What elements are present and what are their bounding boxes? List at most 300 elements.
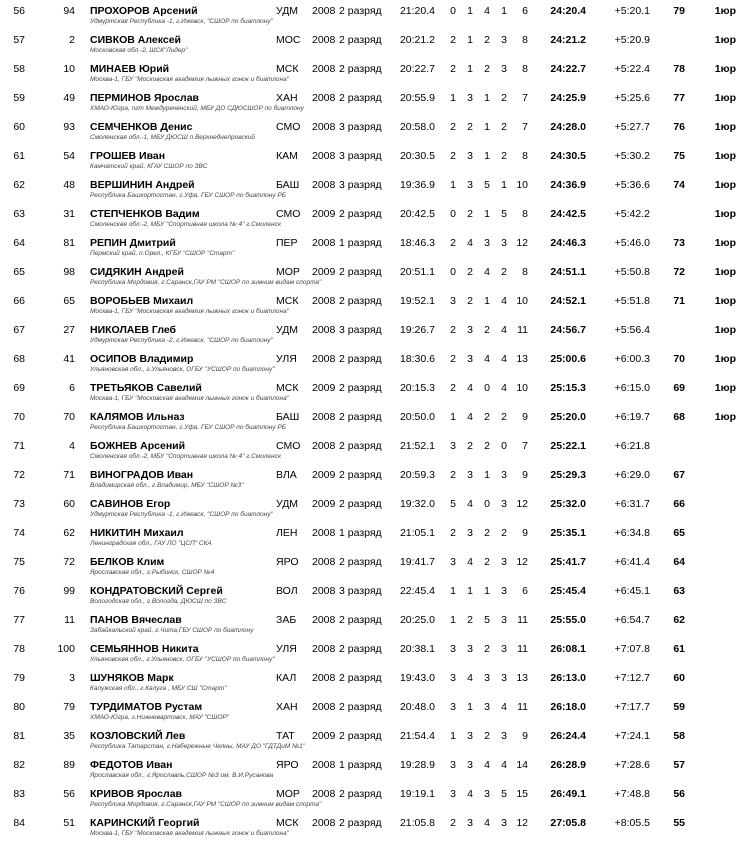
- total-time: 25:15.3: [550, 382, 586, 394]
- place-cell: 70: [13, 411, 25, 423]
- birth-year: 2009: [312, 730, 336, 742]
- birth-year: 2008: [312, 614, 336, 626]
- bib-cell: 31: [63, 208, 75, 220]
- penalty-2: 3: [467, 179, 473, 191]
- points: 55: [673, 817, 685, 829]
- penalty-1: 2: [450, 237, 456, 249]
- bib-cell: 71: [63, 469, 75, 481]
- total-time: 25:41.7: [550, 556, 586, 568]
- birth-year: 2008: [312, 5, 336, 17]
- total-time: 26:13.0: [550, 672, 586, 684]
- race-time: 19:26.7: [399, 324, 435, 336]
- place-cell: 66: [13, 295, 25, 307]
- sport-rank: 2 разряд: [339, 353, 382, 365]
- sport-rank: 2 разряд: [339, 730, 382, 742]
- region-code: СМО: [276, 121, 301, 133]
- athlete-organization: Смоленская обл.-2, МБУ "Спортивная школа № 4" г.Смоленск: [90, 221, 282, 228]
- points: 58: [673, 730, 685, 742]
- penalty-4: 4: [501, 295, 507, 307]
- race-time: 20:50.0: [399, 411, 435, 423]
- table-row: [0, 522, 750, 551]
- bib-cell: 65: [63, 295, 75, 307]
- table-row: [0, 174, 750, 203]
- penalty-1: 3: [450, 701, 456, 713]
- athlete-name: ПЕРМИНОВ Ярослав: [90, 92, 199, 104]
- penalty-2: 2: [467, 266, 473, 278]
- penalty-2: 1: [467, 34, 473, 46]
- table-row: [0, 0, 750, 29]
- race-time: 20:59.3: [399, 469, 435, 481]
- penalty-2: 4: [467, 382, 473, 394]
- penalty-4: 3: [501, 643, 507, 655]
- total-time: 25:45.4: [550, 585, 586, 597]
- points: 78: [673, 63, 685, 75]
- penalty-2: 3: [467, 150, 473, 162]
- penalty-total: 7: [522, 121, 528, 133]
- penalty-2: 3: [467, 92, 473, 104]
- athlete-name: СИВКОВ Алексей: [90, 34, 181, 46]
- athlete-name: ОСИПОВ Владимир: [90, 353, 194, 365]
- table-row: [0, 696, 750, 725]
- athlete-organization: Ярославская обл., г.Рыбинск, СШОР №4: [90, 569, 215, 576]
- penalty-3: 3: [484, 788, 490, 800]
- time-gap: +7:07.8: [614, 643, 650, 655]
- time-gap: +6:45.1: [614, 585, 650, 597]
- birth-year: 2008: [312, 759, 336, 771]
- athlete-name: БОЖНЕВ Арсений: [90, 440, 186, 452]
- athlete-organization: Республика Башкортостан, г.Уфа, ГБУ СШОР по биатлону РБ: [90, 424, 286, 431]
- race-time: 20:42.5: [399, 208, 435, 220]
- penalty-3: 2: [484, 440, 490, 452]
- table-row: [0, 377, 750, 406]
- birth-year: 2008: [312, 672, 336, 684]
- time-gap: +5:51.8: [614, 295, 650, 307]
- penalty-3: 2: [484, 527, 490, 539]
- birth-year: 2009: [312, 382, 336, 394]
- points: 61: [673, 643, 685, 655]
- category: 1юр: [714, 295, 736, 307]
- total-time: 24:42.5: [550, 208, 586, 220]
- penalty-2: 2: [467, 295, 473, 307]
- athlete-name: ВИНОГРАДОВ Иван: [90, 469, 194, 481]
- athlete-organization: Ярославская обл., г.Ярославль,СШОР №3 им. В.И.Русанова: [90, 772, 274, 779]
- penalty-4: 4: [501, 324, 507, 336]
- sport-rank: 2 разряд: [339, 817, 382, 829]
- penalty-3: 1: [484, 121, 490, 133]
- category: 1юр: [714, 5, 736, 17]
- bib-cell: 98: [63, 266, 75, 278]
- sport-rank: 1 разряд: [339, 237, 382, 249]
- points: 79: [673, 5, 685, 17]
- penalty-total: 10: [516, 295, 528, 307]
- penalty-3: 3: [484, 672, 490, 684]
- penalty-total: 8: [522, 63, 528, 75]
- race-time: 19:19.1: [399, 788, 435, 800]
- category: 1юр: [714, 121, 736, 133]
- penalty-2: 4: [467, 237, 473, 249]
- place-cell: 77: [13, 614, 25, 626]
- sport-rank: 2 разряд: [339, 34, 382, 46]
- time-gap: +6:34.8: [614, 527, 650, 539]
- place-cell: 62: [13, 179, 25, 191]
- penalty-total: 13: [516, 672, 528, 684]
- bib-cell: 99: [63, 585, 75, 597]
- penalty-1: 1: [450, 730, 456, 742]
- bib-cell: 49: [63, 92, 75, 104]
- bib-cell: 27: [63, 324, 75, 336]
- penalty-2: 4: [467, 672, 473, 684]
- penalty-2: 3: [467, 730, 473, 742]
- athlete-organization: Республика Татарстан, г.Набережные Челны, МАУ ДО "ГДТДиМ №1": [90, 743, 306, 750]
- penalty-4: 2: [501, 92, 507, 104]
- table-row: [0, 609, 750, 638]
- birth-year: 2009: [312, 498, 336, 510]
- bib-cell: 35: [63, 730, 75, 742]
- sport-rank: 2 разряд: [339, 469, 382, 481]
- time-gap: +6:41.4: [614, 556, 650, 568]
- bib-cell: 41: [63, 353, 75, 365]
- time-gap: +5:20.1: [614, 5, 650, 17]
- penalty-1: 2: [450, 324, 456, 336]
- penalty-3: 4: [484, 759, 490, 771]
- category: 1юр: [714, 324, 736, 336]
- athlete-name: КОНДРАТОВСКИЙ Сергей: [90, 585, 223, 597]
- sport-rank: 1 разряд: [339, 527, 382, 539]
- birth-year: 2008: [312, 643, 336, 655]
- place-cell: 83: [13, 788, 25, 800]
- total-time: 24:25.9: [550, 92, 586, 104]
- points: 75: [673, 150, 685, 162]
- place-cell: 65: [13, 266, 25, 278]
- sport-rank: 2 разряд: [339, 788, 382, 800]
- penalty-total: 7: [522, 440, 528, 452]
- penalty-1: 3: [450, 672, 456, 684]
- total-time: 24:36.9: [550, 179, 586, 191]
- athlete-name: НИКИТИН Михаил: [90, 527, 184, 539]
- penalty-4: 3: [501, 34, 507, 46]
- bib-cell: 56: [63, 788, 75, 800]
- penalty-4: 0: [501, 440, 507, 452]
- place-cell: 71: [13, 440, 25, 452]
- place-cell: 56: [13, 5, 25, 17]
- penalty-total: 14: [516, 759, 528, 771]
- time-gap: +5:30.2: [614, 150, 650, 162]
- athlete-organization: Удмуртская Республика -1, г.Ижевск, "СШОР по биатлону": [90, 511, 273, 518]
- penalty-2: 3: [467, 817, 473, 829]
- bib-cell: 89: [63, 759, 75, 771]
- sport-rank: 2 разряд: [339, 382, 382, 394]
- place-cell: 58: [13, 63, 25, 75]
- table-row: [0, 87, 750, 116]
- total-time: 26:08.1: [550, 643, 586, 655]
- penalty-2: 1: [467, 701, 473, 713]
- place-cell: 57: [13, 34, 25, 46]
- total-time: 25:29.3: [550, 469, 586, 481]
- birth-year: 2008: [312, 121, 336, 133]
- place-cell: 73: [13, 498, 25, 510]
- athlete-name: КОЗЛОВСКИЙ Лев: [90, 730, 186, 742]
- penalty-3: 1: [484, 585, 490, 597]
- birth-year: 2008: [312, 237, 336, 249]
- region-code: ХАН: [276, 92, 298, 104]
- race-time: 18:46.3: [399, 237, 435, 249]
- region-code: СМО: [276, 440, 301, 452]
- time-gap: +7:17.7: [614, 701, 650, 713]
- athlete-organization: Республика Мордовия, г.Саранск,ГАУ РМ "СШОР по зимним видам спорта": [90, 279, 322, 286]
- sport-rank: 2 разряд: [339, 614, 382, 626]
- race-time: 20:15.3: [399, 382, 435, 394]
- birth-year: 2008: [312, 63, 336, 75]
- race-time: 18:30.6: [399, 353, 435, 365]
- table-row: [0, 638, 750, 667]
- penalty-4: 2: [501, 266, 507, 278]
- penalty-2: 3: [467, 469, 473, 481]
- region-code: МСК: [276, 817, 299, 829]
- athlete-name: НИКОЛАЕВ Глеб: [90, 324, 177, 336]
- athlete-organization: Москва-1, ГБУ "Московская академия лыжных гонок и биатлона": [90, 308, 289, 315]
- penalty-1: 3: [450, 788, 456, 800]
- sport-rank: 2 разряд: [339, 672, 382, 684]
- penalty-4: 5: [501, 788, 507, 800]
- race-time: 20:22.7: [399, 63, 435, 75]
- table-row: [0, 406, 750, 435]
- penalty-total: 11: [517, 701, 528, 713]
- race-time: 22:45.4: [399, 585, 435, 597]
- sport-rank: 3 разряд: [339, 585, 382, 597]
- total-time: 24:21.2: [550, 34, 586, 46]
- time-gap: +8:05.5: [614, 817, 650, 829]
- race-time: 19:32.0: [399, 498, 435, 510]
- bib-cell: 94: [63, 5, 75, 17]
- penalty-1: 0: [450, 208, 456, 220]
- region-code: МСК: [276, 382, 299, 394]
- penalty-total: 8: [522, 208, 528, 220]
- athlete-organization: ХМАО-Югра, г.Нижневартовск, МАУ "СШОР": [90, 714, 230, 721]
- time-gap: +5:25.6: [614, 92, 650, 104]
- region-code: МСК: [276, 63, 299, 75]
- athlete-name: СТЕПЧЕНКОВ Вадим: [90, 208, 200, 220]
- athlete-name: СЕМЧЕНКОВ Денис: [90, 121, 193, 133]
- penalty-4: 3: [501, 585, 507, 597]
- place-cell: 79: [13, 672, 25, 684]
- time-gap: +5:27.7: [614, 121, 650, 133]
- athlete-organization: Москва-1, ГБУ "Московская академия лыжных гонок и биатлона": [90, 76, 289, 83]
- penalty-4: 3: [501, 469, 507, 481]
- points: 67: [673, 469, 685, 481]
- race-time: 19:41.7: [399, 556, 435, 568]
- birth-year: 2008: [312, 353, 336, 365]
- table-row: [0, 464, 750, 493]
- penalty-total: 9: [522, 411, 528, 423]
- race-time: 21:05.1: [399, 527, 435, 539]
- penalty-4: 2: [501, 411, 507, 423]
- athlete-organization: Вологодская обл., г.Вологда, ДЮСШ по ЗВС: [90, 598, 227, 605]
- penalty-1: 0: [450, 266, 456, 278]
- penalty-3: 2: [484, 411, 490, 423]
- place-cell: 68: [13, 353, 25, 365]
- penalty-1: 1: [450, 179, 456, 191]
- sport-rank: 2 разряд: [339, 208, 382, 220]
- sport-rank: 2 разряд: [339, 63, 382, 75]
- table-row: [0, 783, 750, 812]
- penalty-total: 12: [516, 498, 528, 510]
- time-gap: +6:19.7: [614, 411, 650, 423]
- place-cell: 64: [13, 237, 25, 249]
- table-row: [0, 29, 750, 58]
- sport-rank: 3 разряд: [339, 150, 382, 162]
- region-code: УДМ: [276, 498, 299, 510]
- bib-cell: 79: [63, 701, 75, 713]
- table-row: [0, 725, 750, 754]
- total-time: 24:46.3: [550, 237, 586, 249]
- table-row: [0, 754, 750, 783]
- penalty-total: 12: [516, 817, 528, 829]
- birth-year: 2008: [312, 527, 336, 539]
- points: 62: [673, 614, 685, 626]
- penalty-4: 5: [501, 208, 507, 220]
- table-row: [0, 812, 750, 841]
- region-code: ХАН: [276, 701, 298, 713]
- points: 73: [673, 237, 685, 249]
- penalty-2: 2: [467, 614, 473, 626]
- penalty-2: 4: [467, 498, 473, 510]
- table-row: [0, 580, 750, 609]
- bib-cell: 100: [57, 643, 75, 655]
- time-gap: +6:31.7: [614, 498, 650, 510]
- penalty-3: 4: [484, 817, 490, 829]
- place-cell: 78: [13, 643, 25, 655]
- penalty-4: 3: [501, 730, 507, 742]
- birth-year: 2008: [312, 701, 336, 713]
- penalty-2: 3: [467, 759, 473, 771]
- total-time: 24:28.0: [550, 121, 586, 133]
- total-time: 27:05.8: [550, 817, 586, 829]
- penalty-total: 10: [516, 382, 528, 394]
- table-row: [0, 116, 750, 145]
- athlete-organization: Московская обл.-2, ШСК"Лидер": [90, 47, 188, 54]
- race-time: 21:54.4: [399, 730, 435, 742]
- athlete-name: ТРЕТЬЯКОВ Савелий: [90, 382, 202, 394]
- penalty-3: 2: [484, 63, 490, 75]
- birth-year: 2008: [312, 585, 336, 597]
- penalty-4: 3: [501, 237, 507, 249]
- penalty-2: 4: [467, 788, 473, 800]
- penalty-1: 3: [450, 440, 456, 452]
- athlete-organization: Камчатский край, КГАУ СШОР по ЗВС: [90, 163, 208, 170]
- birth-year: 2009: [312, 208, 336, 220]
- points: 70: [673, 353, 685, 365]
- penalty-3: 2: [484, 34, 490, 46]
- region-code: ТАТ: [276, 730, 295, 742]
- penalty-4: 2: [501, 150, 507, 162]
- category: 1юр: [714, 237, 736, 249]
- total-time: 24:56.7: [550, 324, 586, 336]
- table-row: [0, 232, 750, 261]
- time-gap: +5:22.4: [614, 63, 650, 75]
- penalty-total: 15: [516, 788, 528, 800]
- race-time: 20:58.0: [399, 121, 435, 133]
- bib-cell: 93: [63, 121, 75, 133]
- bib-cell: 72: [63, 556, 75, 568]
- table-row: [0, 667, 750, 696]
- points: 71: [673, 295, 685, 307]
- penalty-3: 3: [484, 237, 490, 249]
- penalty-4: 1: [501, 179, 507, 191]
- category: 1юр: [714, 411, 736, 423]
- athlete-name: ШУНЯКОВ Марк: [90, 672, 174, 684]
- penalty-3: 2: [484, 643, 490, 655]
- region-code: БАШ: [276, 411, 300, 423]
- table-row: [0, 290, 750, 319]
- region-code: УЛЯ: [276, 353, 297, 365]
- place-cell: 72: [13, 469, 25, 481]
- region-code: МОР: [276, 788, 300, 800]
- penalty-2: 3: [467, 324, 473, 336]
- athlete-name: МИНАЕВ Юрий: [90, 63, 170, 75]
- penalty-total: 10: [516, 179, 528, 191]
- place-cell: 75: [13, 556, 25, 568]
- total-time: 24:30.5: [550, 150, 586, 162]
- penalty-1: 1: [450, 585, 456, 597]
- athlete-name: КАРИНСКИЙ Георгий: [90, 817, 200, 829]
- region-code: ЗАБ: [276, 614, 297, 626]
- place-cell: 82: [13, 759, 25, 771]
- region-code: ЯРО: [276, 759, 299, 771]
- bib-cell: 60: [63, 498, 75, 510]
- race-time: 20:30.5: [399, 150, 435, 162]
- penalty-2: 3: [467, 527, 473, 539]
- place-cell: 80: [13, 701, 25, 713]
- region-code: УДМ: [276, 324, 299, 336]
- sport-rank: 2 разряд: [339, 411, 382, 423]
- time-gap: +6:15.0: [614, 382, 650, 394]
- points: 59: [673, 701, 685, 713]
- penalty-1: 2: [450, 63, 456, 75]
- total-time: 26:28.9: [550, 759, 586, 771]
- penalty-total: 12: [516, 237, 528, 249]
- penalty-total: 12: [516, 556, 528, 568]
- category: 1юр: [714, 150, 736, 162]
- total-time: 24:20.4: [550, 5, 586, 17]
- penalty-total: 6: [522, 585, 528, 597]
- penalty-4: 3: [501, 817, 507, 829]
- points: 65: [673, 527, 685, 539]
- points: 74: [673, 179, 685, 191]
- category: 1юр: [714, 208, 736, 220]
- bib-cell: 10: [63, 63, 75, 75]
- race-time: 20:55.9: [399, 92, 435, 104]
- sport-rank: 3 разряд: [339, 179, 382, 191]
- category: 1юр: [714, 353, 736, 365]
- place-cell: 69: [13, 382, 25, 394]
- bib-cell: 51: [63, 817, 75, 829]
- penalty-1: 2: [450, 150, 456, 162]
- category: 1юр: [714, 266, 736, 278]
- region-code: МСК: [276, 295, 299, 307]
- time-gap: +5:46.0: [614, 237, 650, 249]
- penalty-1: 3: [450, 556, 456, 568]
- penalty-total: 8: [522, 34, 528, 46]
- sport-rank: 3 разряд: [339, 121, 382, 133]
- birth-year: 2009: [312, 266, 336, 278]
- penalty-1: 2: [450, 382, 456, 394]
- athlete-organization: Владимирская обл., г.Владимир, МБУ "СШОР №3": [90, 482, 244, 489]
- penalty-4: 1: [501, 5, 507, 17]
- sport-rank: 2 разряд: [339, 295, 382, 307]
- penalty-4: 4: [501, 353, 507, 365]
- points: 64: [673, 556, 685, 568]
- penalty-2: 2: [467, 121, 473, 133]
